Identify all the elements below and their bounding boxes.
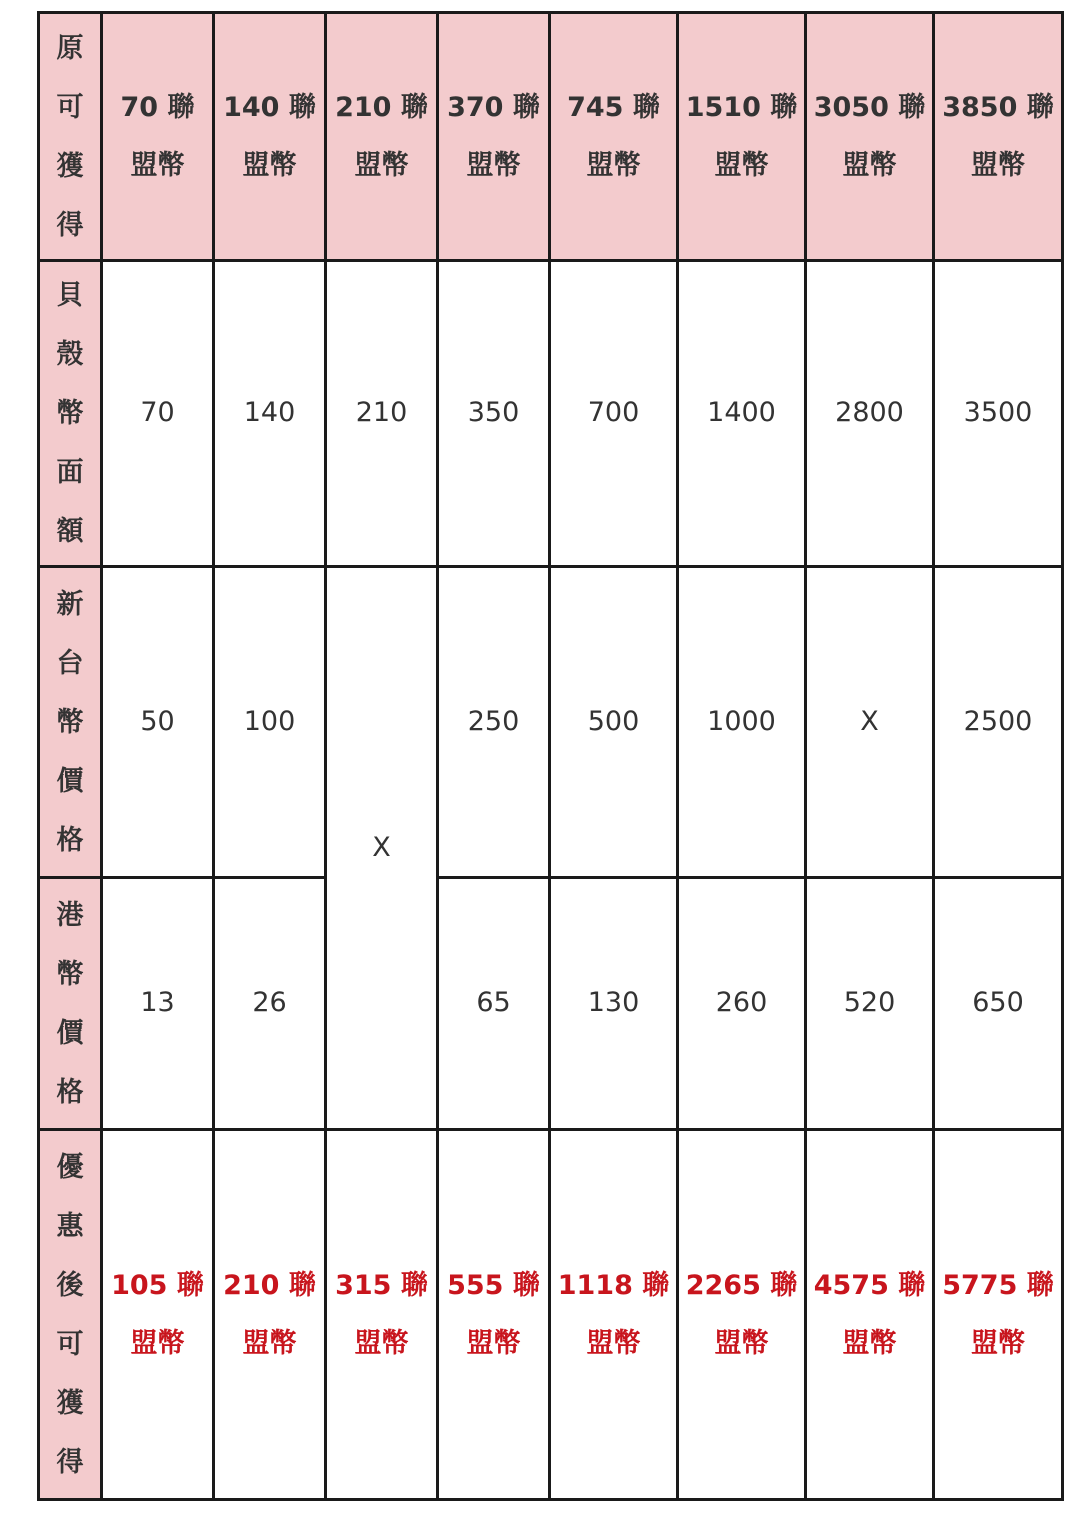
row-label-original <box>39 13 102 261</box>
table-row <box>39 567 1063 878</box>
header-unit: 盟幣 <box>714 149 769 181</box>
table-cell: 210 <box>326 261 438 567</box>
table-cell-merged: X <box>326 567 438 1130</box>
promo-cell <box>934 1130 1063 1500</box>
promo-cell <box>438 1130 550 1500</box>
table-cell: 650 <box>934 878 1063 1130</box>
header-amount: 210 聯 <box>335 91 428 123</box>
header-cell <box>806 13 934 261</box>
header-amount: 70 聯 <box>120 91 195 123</box>
table-row <box>39 878 1063 1130</box>
header-row <box>39 13 1063 261</box>
header-cell <box>214 13 326 261</box>
promo-amount: 5775 聯 <box>942 1269 1054 1301</box>
promo-unit: 盟幣 <box>714 1327 769 1359</box>
table-cell: 500 <box>550 567 678 878</box>
price-table <box>37 11 1064 1501</box>
header-amount: 1510 聯 <box>685 91 798 123</box>
row-label-text: 貝殼幣面額 <box>56 280 84 547</box>
header-cell <box>934 13 1063 261</box>
promo-unit: 盟幣 <box>586 1327 641 1359</box>
row-label-hkd-price <box>39 878 102 1130</box>
promo-unit: 盟幣 <box>354 1327 409 1359</box>
header-unit: 盟幣 <box>842 149 897 181</box>
promo-amount: 555 聯 <box>447 1269 540 1301</box>
promo-cell <box>806 1130 934 1500</box>
promo-cell <box>678 1130 806 1500</box>
promo-cell <box>214 1130 326 1500</box>
header-unit: 盟幣 <box>242 149 297 181</box>
row-label-text: 優惠後可獲得 <box>56 1151 84 1478</box>
row-label-shell-value <box>39 261 102 567</box>
promo-amount: 315 聯 <box>335 1269 428 1301</box>
promo-unit: 盟幣 <box>130 1327 185 1359</box>
promo-amount: 105 聯 <box>111 1269 204 1301</box>
table-cell: 3500 <box>934 261 1063 567</box>
row-label-text: 原可獲得 <box>56 32 84 241</box>
table-cell: 520 <box>806 878 934 1130</box>
promo-row <box>39 1130 1063 1500</box>
header-cell <box>438 13 550 261</box>
row-label-text: 港幣價格 <box>56 899 84 1108</box>
header-amount: 745 聯 <box>567 91 660 123</box>
table-cell: 65 <box>438 878 550 1130</box>
header-cell <box>550 13 678 261</box>
table-cell: 26 <box>214 878 326 1130</box>
table-cell: 70 <box>102 261 214 567</box>
header-unit: 盟幣 <box>586 149 641 181</box>
header-unit: 盟幣 <box>130 149 185 181</box>
header-cell <box>102 13 214 261</box>
table-cell: 130 <box>550 878 678 1130</box>
promo-amount: 210 聯 <box>223 1269 316 1301</box>
header-cell <box>326 13 438 261</box>
promo-cell <box>550 1130 678 1500</box>
promo-unit: 盟幣 <box>466 1327 521 1359</box>
table-cell: 2800 <box>806 261 934 567</box>
table-cell: 1400 <box>678 261 806 567</box>
header-unit: 盟幣 <box>466 149 521 181</box>
promo-unit: 盟幣 <box>242 1327 297 1359</box>
promo-amount: 1118 聯 <box>557 1269 670 1301</box>
promo-amount: 2265 聯 <box>685 1269 798 1301</box>
row-label-text: 新台幣價格 <box>56 588 84 856</box>
table-cell: 100 <box>214 567 326 878</box>
promo-unit: 盟幣 <box>842 1327 897 1359</box>
promo-amount: 4575 聯 <box>813 1269 926 1301</box>
header-amount: 140 聯 <box>223 91 316 123</box>
table-cell: 350 <box>438 261 550 567</box>
table-cell: 1000 <box>678 567 806 878</box>
header-unit: 盟幣 <box>354 149 409 181</box>
row-label-promo <box>39 1130 102 1500</box>
table-cell: 2500 <box>934 567 1063 878</box>
header-amount: 3050 聯 <box>813 91 926 123</box>
header-amount: 370 聯 <box>447 91 540 123</box>
promo-cell <box>102 1130 214 1500</box>
table-row <box>39 261 1063 567</box>
table-cell: 250 <box>438 567 550 878</box>
header-cell <box>678 13 806 261</box>
table-cell: 260 <box>678 878 806 1130</box>
table-cell: 50 <box>102 567 214 878</box>
row-label-twd-price <box>39 567 102 878</box>
header-unit: 盟幣 <box>971 149 1025 181</box>
header-amount: 3850 聯 <box>942 91 1054 123</box>
table-cell: X <box>806 567 934 878</box>
table-cell: 700 <box>550 261 678 567</box>
promo-cell <box>326 1130 438 1500</box>
table-cell: 13 <box>102 878 214 1130</box>
table-cell: 140 <box>214 261 326 567</box>
promo-unit: 盟幣 <box>971 1327 1025 1359</box>
